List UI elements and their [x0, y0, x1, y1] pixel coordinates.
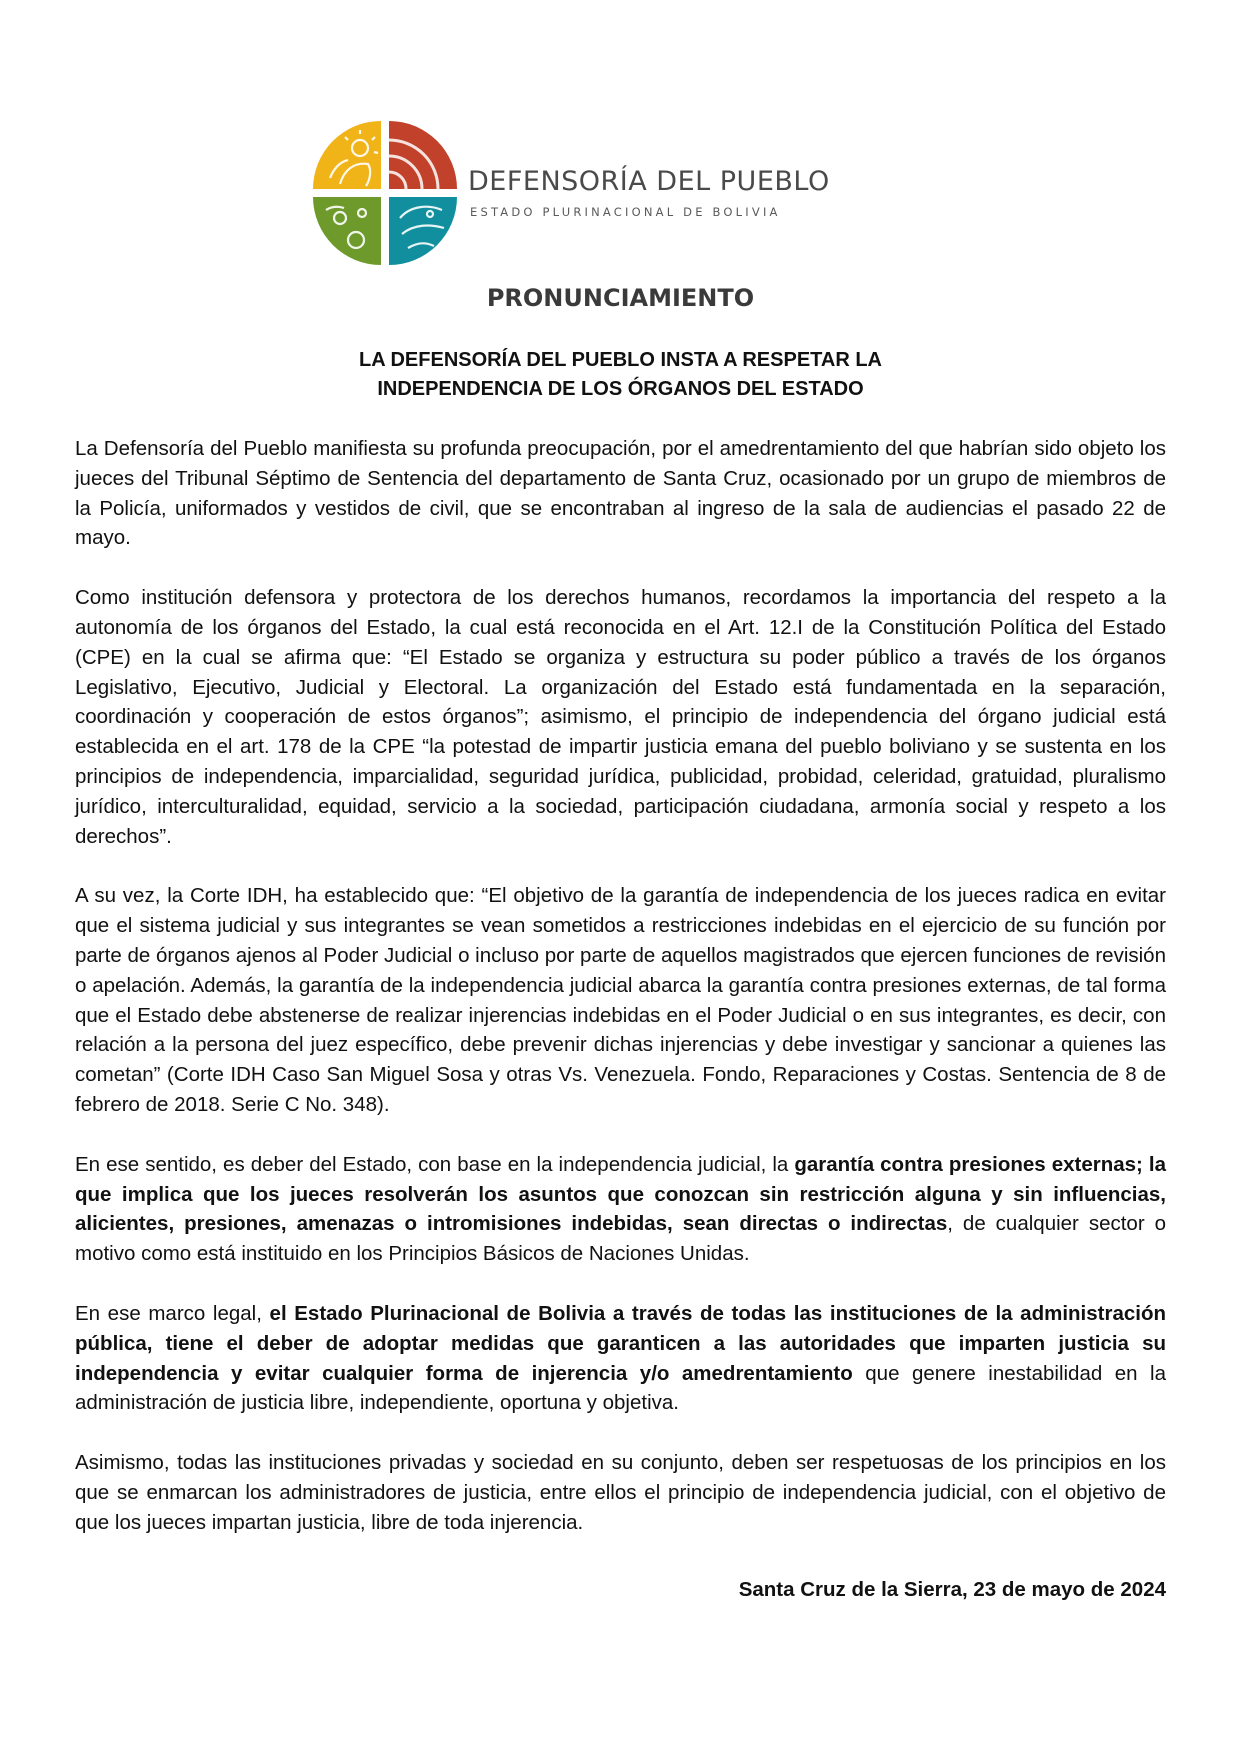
paragraph-4: [75, 1150, 1166, 1269]
paragraph-4-text-a: En ese sentido, es deber del Estado, con base en la independencia judicial, la: [75, 1152, 795, 1176]
paragraph-5-text-a: En ese marco legal,: [75, 1301, 270, 1325]
document-body: [75, 434, 1166, 1568]
org-name: DEFENSORÍA DEL PUEBLO: [468, 166, 830, 197]
place-date-signature: Santa Cruz de la Sierra, 23 de mayo de 2024: [738, 1578, 1166, 1601]
paragraph-6: Asimismo, todas las instituciones privadas y sociedad en su conjunto, deben ser respetuosas de los principios en los que se enmarcan los administradores de justicia, entre ellos el principio de independencia judicial, con el objetivo de que los jueces impartan justicia, libre de toda injerencia.: [75, 1451, 1166, 1534]
paragraph-4-text-c: , de cualquier sector o motivo como está instituido en los Principios Básicos de Naciones Unidas.: [75, 1212, 1166, 1266]
defensoria-logo-icon: [310, 118, 460, 268]
paragraph-1: La Defensoría del Pueblo manifiesta su profunda preocupación, por el amedrentamiento del que habrían sido objeto los jueces del Tribunal Séptimo de Sentencia del departamento de Santa Cruz, ocasionado por un grupo de miembros de la Policía, uniformados y vestidos de civil, que se encontraban al ingreso de la sala de audiencias el pasado 22 de mayo.: [75, 437, 1166, 550]
org-subtitle: ESTADO PLURINACIONAL DE BOLIVIA: [470, 205, 781, 219]
document-title: PRONUNCIAMIENTO: [486, 284, 755, 312]
letterhead: [310, 118, 830, 268]
paragraph-5-bold: el Estado Plurinacional de Bolivia a través de todas las instituciones de la administración pública, tiene el deber de adoptar medidas que garanticen a las autoridades que imparten justicia su independencia y evitar cualquier forma de injerencia y/o amedrentamiento: [75, 1301, 1166, 1385]
paragraph-5: [75, 1299, 1166, 1418]
paragraph-4-bold: garantía contra presiones externas; la que implica que los jueces resolverán los asuntos que conozcan sin restricción alguna y sin influencias, alicientes, presiones, amenazas o intromisiones indebidas, sean directas o indirectas: [75, 1152, 1167, 1236]
paragraph-5-text-c: que genere inestabilidad en la administración de justicia libre, independiente, oportuna y objetiva.: [75, 1361, 1166, 1415]
subtitle-line-2: INDEPENDENCIA DE LOS ÓRGANOS DEL ESTADO: [377, 378, 864, 400]
paragraph-2: Como institución defensora y protectora de los derechos humanos, recordamos la importancia del respeto a la autonomía de los órganos del Estado, la cual está reconocida en el Art. 12.I de la Constitución Política del Estado (CPE) en la cual se afirma que: “El Estado se organiza y estructura su poder público a través de los órganos Legislativo, Ejecutivo, Judicial y Electoral. La organización del Estado está fundamentada en la separación, coordinación y cooperación de estos órganos”; asimismo, el principio de independencia del órgano judicial está establecida en el art. 178 de la CPE “la potestad de impartir justicia emana del pueblo boliviano y se sustenta en los principios de independencia, imparcialidad, seguridad jurídica, publicidad, probidad, celeridad, gratuidad, pluralismo jurídico, interculturalidad, equidad, servicio a la sociedad, participación ciudadana, armonía social y respeto a los derechos”.: [75, 586, 1166, 848]
paragraph-3: A su vez, la Corte IDH, ha establecido que: “El objetivo de la garantía de independencia de los jueces radica en evitar que el sistema judicial y sus integrantes se vean sometidos a restricciones indebidas en el ejercicio de su función por parte de órganos ajenos al Poder Judicial o incluso por parte de aquellos magistrados que ejercen funciones de revisión o apelación. Además, la garantía de la independencia judicial abarca la garantía contra presiones externas, de tal forma que el Estado debe abstenerse de realizar injerencias indebidas en el Poder Judicial o en sus integrantes, es decir, con relación a la persona del juez específico, debe prevenir dichas injerencias y debe investigar y sancionar a quienes las cometan” (Corte IDH Caso San Miguel Sosa y otras Vs. Venezuela. Fondo, Reparaciones y Costas. Sentencia de 8 de febrero de 2018. Serie C No. 348).: [75, 884, 1166, 1116]
subtitle-line-1: LA DEFENSORÍA DEL PUEBLO INSTA A RESPETAR LA: [359, 349, 882, 371]
document-subtitle: [0, 346, 1241, 404]
